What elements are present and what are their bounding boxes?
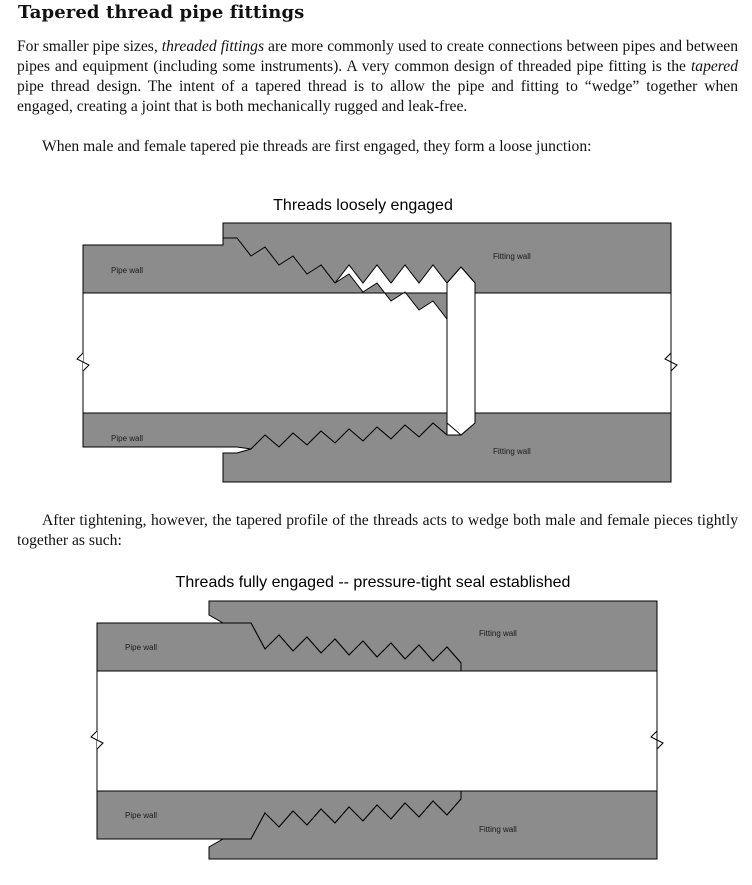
intro-paragraph bbox=[17, 37, 738, 117]
loose-junction-paragraph: When male and female tapered pie threads are first engaged, they form a loose junction: bbox=[42, 138, 592, 155]
intro-emphasis-tapered: tapered bbox=[690, 58, 738, 75]
tight-diagram-title: Threads fully engaged -- pressure-tight seal established bbox=[175, 574, 571, 591]
loose-bore bbox=[83, 293, 671, 413]
section-title: Tapered thread pipe fittings bbox=[18, 2, 305, 23]
tight-pipe-wall-bottom-label: Pipe wall bbox=[125, 811, 158, 820]
intro-emphasis-threaded-fittings: threaded fittings bbox=[161, 38, 265, 55]
tight-bore bbox=[97, 671, 657, 791]
tight-engagement-diagram bbox=[0, 565, 752, 865]
tight-fitting-wall-top-label: Fitting wall bbox=[479, 629, 517, 638]
loose-gap-outline bbox=[447, 267, 475, 435]
loose-fitting-wall-bottom-label: Fitting wall bbox=[493, 447, 531, 456]
tightened-paragraph: After tightening, however, the tapered profile of the threads acts to wedge both male and female pieces tightly together as such: bbox=[17, 512, 738, 549]
loose-pipe-wall-top-label: Pipe wall bbox=[111, 266, 144, 275]
loose-diagram-title: Threads loosely engaged bbox=[273, 197, 453, 214]
intro-text-2: are more commonly used to create connections between pipes and between pipes and equipment (including some instruments). A very common design of threaded pipe fitting is the bbox=[17, 38, 738, 75]
loose-pipe-wall-bottom-label: Pipe wall bbox=[111, 434, 144, 443]
intro-text-3: pipe thread design. The intent of a tapered thread is to allow the pipe and fitting to “wedge” together when engaged, creating a joint that is both mechanically rugged and leak-free. bbox=[17, 78, 738, 115]
intro-text-1: For smaller pipe sizes, bbox=[17, 38, 162, 55]
loose-engagement-diagram bbox=[0, 185, 752, 495]
tight-pipe-wall-top-label: Pipe wall bbox=[125, 643, 158, 652]
loose-fitting-wall-top-label: Fitting wall bbox=[493, 252, 531, 261]
tight-fitting-wall-bottom-label: Fitting wall bbox=[479, 825, 517, 834]
